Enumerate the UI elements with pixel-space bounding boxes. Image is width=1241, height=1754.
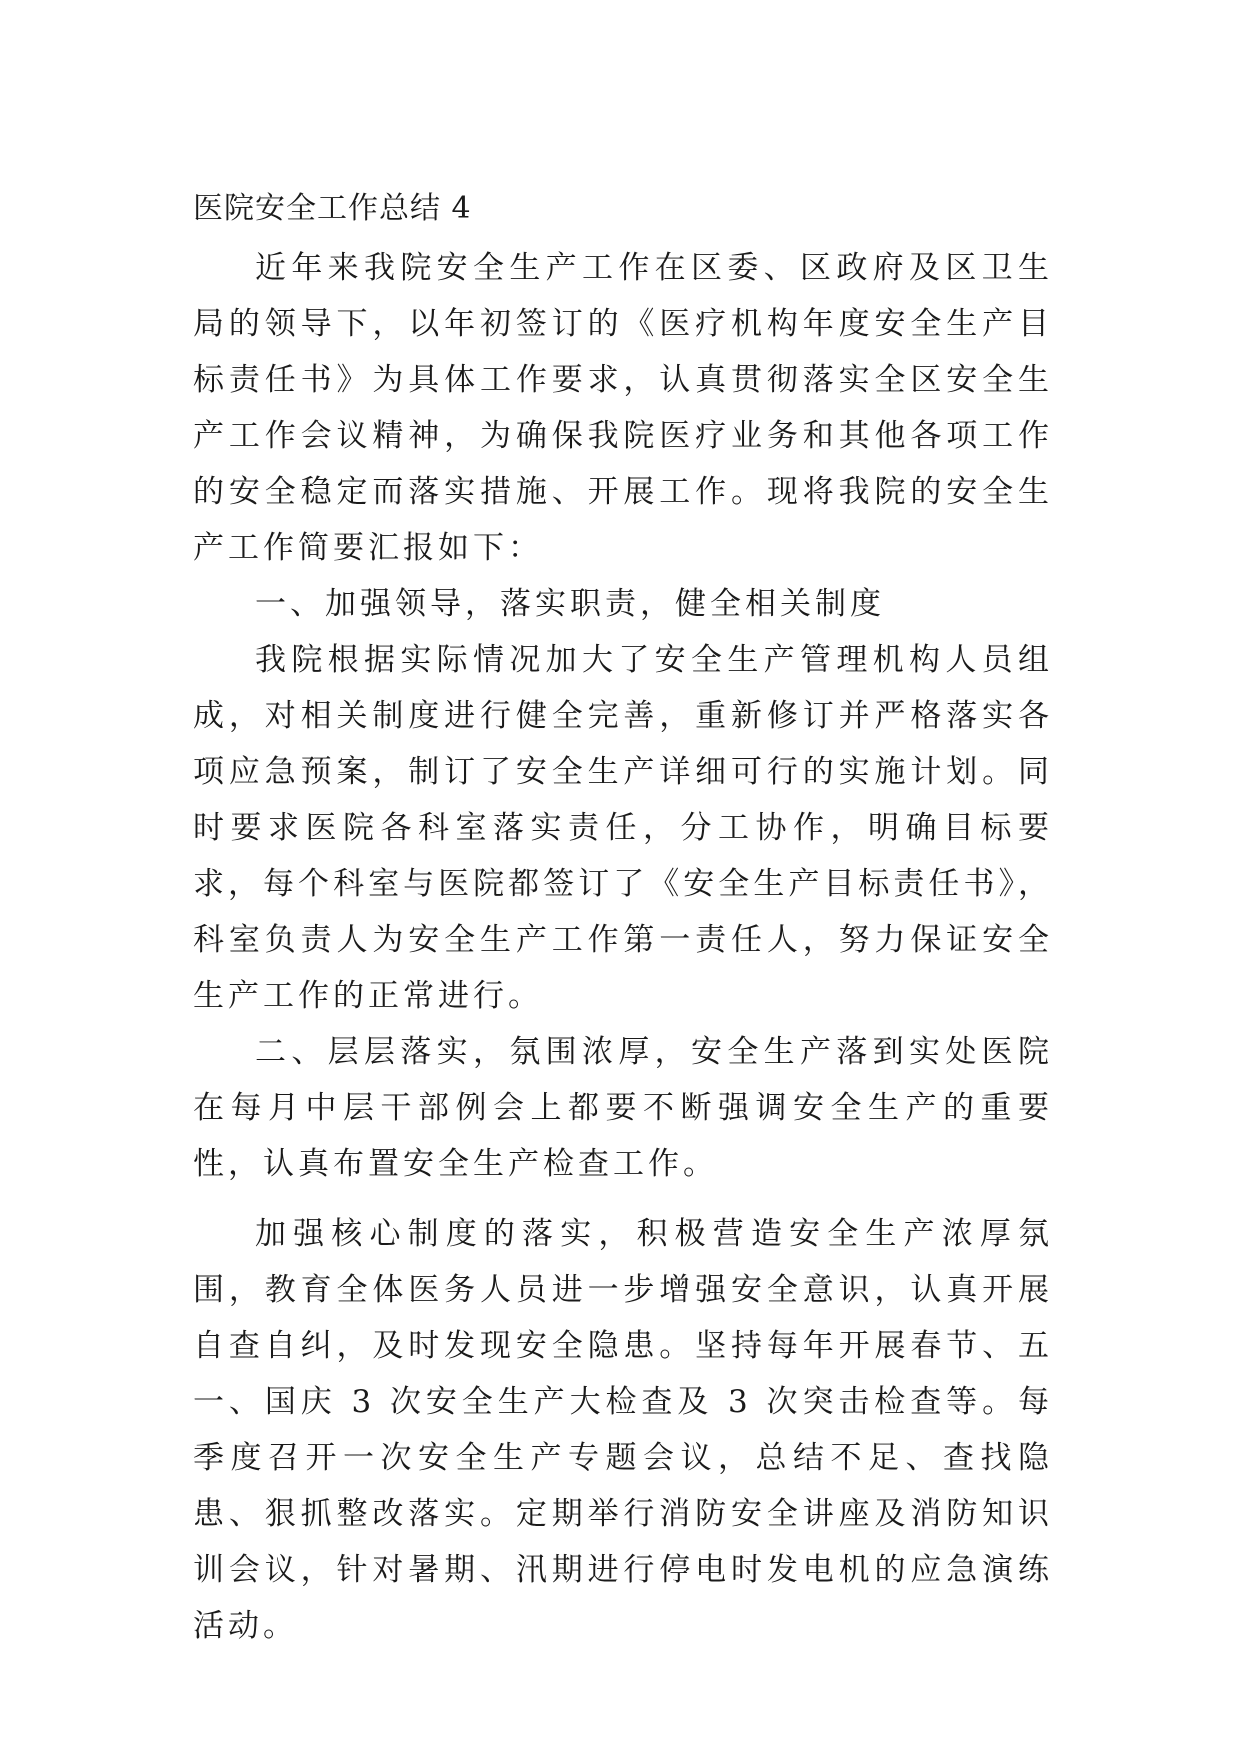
paragraph-intro: 近年来我院安全生产工作在区委、区政府及区卫生局的领导下，以年初签订的《医疗机构年度安全生产目标责任书》为具体工作要求，认真贯彻落实全区安全生产工作会议精神，为确保我院医疗业务和其他各项工作的安全稳定而落实措施、开展工作。现将我院的安全生产工作简要汇报如下： (193, 250, 1053, 566)
paragraph-section-1: 我院根据实际情况加大了安全生产管理机构人员组成，对相关制度进行健全完善，重新修订并严格落实各项应急预案，制订了安全生产详细可行的实施计划。同时要求医院各科室落实责任，分工协作，明确目标要求，每个科室与医院都签订了《安全生产目标责任书》，科室负责人为安全生产工作第一责任人，努力保证安全生产工作的正常进行。 (193, 642, 1053, 1014)
paragraph-section-2: 二、层层落实，氛围浓厚，安全生产落到实处医院在每月中层干部例会上都要不断强调安全生产的重要性，认真布置安全生产检查工作。 (193, 1034, 1053, 1182)
document-title: 医院安全工作总结 4 (193, 191, 472, 226)
document-body (193, 186, 1053, 1654)
section-heading-1: 一、加强领导，落实职责，健全相关制度 (255, 586, 885, 622)
paragraph-core-system: 加强核心制度的落实，积极营造安全生产浓厚氛围，教育全体医务人员进一步增强安全意识，认真开展自查自纠，及时发现安全隐患。坚持每年开展春节、五一、国庆 3 次安全生产大检查及 3 次突击检查等。每季度召开一次安全生产专题会议，总结不足、查找隐患、狠抓整改落实。定期举行消防安全讲座及消防知识训会议，针对暑期、汛期进行停电时发电机的应急演练活动。 (193, 1216, 1053, 1644)
paragraph-gap (193, 1192, 1053, 1206)
